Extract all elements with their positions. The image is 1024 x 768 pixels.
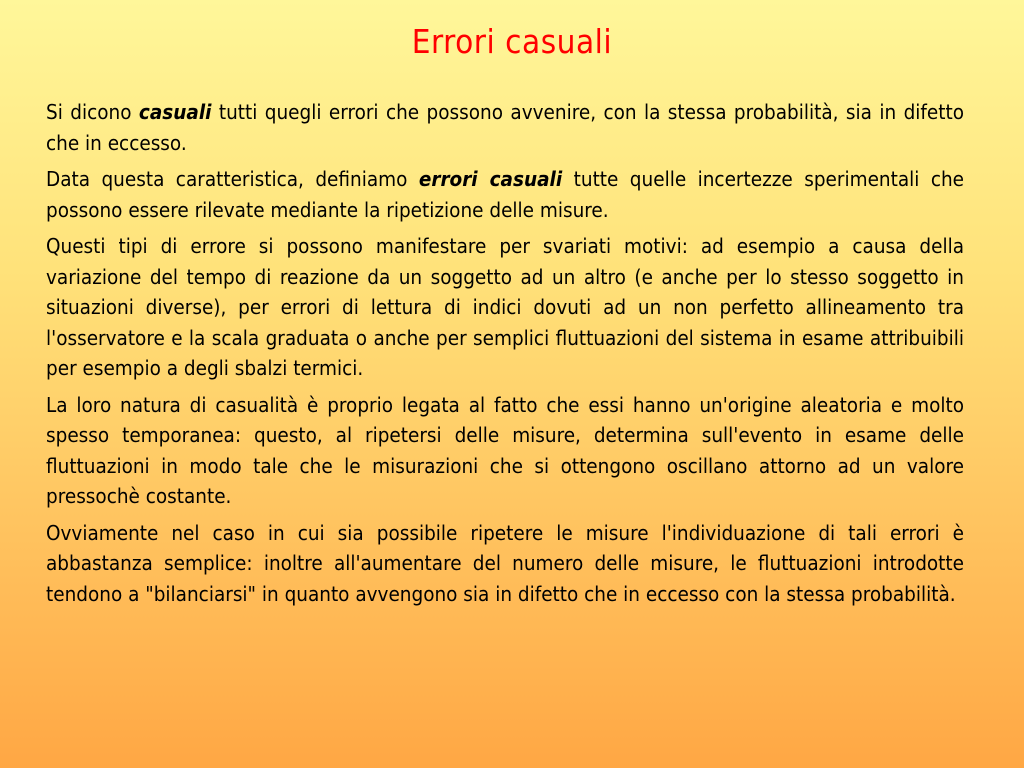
paragraph-text: Si dicono xyxy=(46,100,139,124)
emphasized-term: errori casuali xyxy=(418,167,563,191)
paragraph-text: Ovviamente nel caso in cui sia possibile ripetere le misure l'individuazione di tali errori è abbastanza semplice: inoltre all'aumentare del numero delle misure, le fluttuazioni introdotte tendono a "bilanciarsi" in quanto avvengono sia in difetto che in eccesso con la stessa probabilità. xyxy=(46,520,964,606)
paragraph-1 xyxy=(46,97,964,158)
paragraph-5 xyxy=(46,518,964,610)
paragraph-text: tutte quelle incertezze sperimentali che possono essere rilevate mediante la ripetizione delle misure. xyxy=(46,167,965,222)
paragraph-text: Data questa caratteristica, definiamo xyxy=(46,167,419,191)
emphasized-term: casuali xyxy=(138,100,212,124)
paragraph-text: Questi tipi di errore si possono manifestare per svariati motivi: ad esempio a causa della variazione del tempo di reazione da un soggetto ad un altro (e anche per lo stesso soggetto in situazioni diverse), per errori di lettura di indici dovuti ad un non perfetto allineamento tra l'osservatore e la scala graduata o anche per semplici fluttuazioni del sistema in esame attribuibili per esempio a degli sbalzi termici. xyxy=(46,234,964,380)
paragraph-2 xyxy=(46,164,964,225)
paragraph-4 xyxy=(46,390,964,512)
paragraph-text: La loro natura di casualità è proprio legata al fatto che essi hanno un'origine aleatoria e molto spesso temporanea: questo, al ripetersi delle misure, determina sull'evento in esame delle fluttuazioni in modo tale che le misurazioni che si ottengono oscillano attorno ad un valore pressochè costante. xyxy=(46,392,964,508)
slide-title: Errori casuali xyxy=(411,22,613,61)
slide-body xyxy=(46,97,964,615)
paragraph-3 xyxy=(46,231,964,384)
paragraph-text: tutti quegli errori che possono avvenire, con la stessa probabilità, sia in difetto che in eccesso. xyxy=(46,100,964,155)
